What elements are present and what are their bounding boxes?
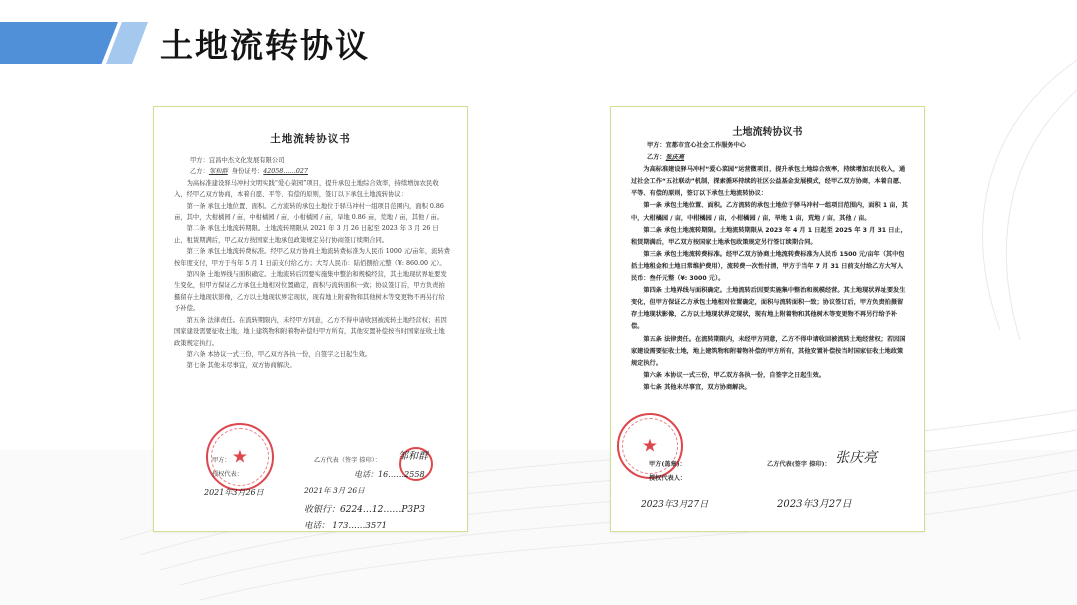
left-party-b-line xyxy=(174,166,451,177)
left-paragraph: 第七条 其他未尽事宜，双方协商解决。 xyxy=(186,362,296,370)
right-date-a: 2023年3月27日 xyxy=(641,500,709,510)
right-party-b-label: 乙方： xyxy=(647,154,666,162)
left-doc-title: 土地流转协议书 xyxy=(270,133,351,145)
left-id-label: 身份证号： xyxy=(231,168,264,176)
left-doc-body xyxy=(174,155,451,372)
left-id-value: 42058……027 xyxy=(263,168,308,176)
left-party-a: 甲方：宜昌中杰文化发展有限公司 xyxy=(190,157,285,164)
right-sig-a2: 授权代表人： xyxy=(649,475,687,482)
left-sig-b-signature: 邹和群 xyxy=(398,451,428,462)
left-sig-b: 乙方代表（签字 捺印）： xyxy=(314,457,381,464)
right-paragraph: 为高标准建设驿马冲村“爱心菜园”运营微项目，提升承包土地综合效率，持续增加农民收入，通过社会工作“五社联动”机制，探索循环持续的社区公益基金发展模式，经甲乙双方协商，本着自愿、平等、有偿的原则，签订以下承包土地流转协议： xyxy=(631,166,906,198)
right-paragraph: 第七条 其他未尽事宜，双方协商解决。 xyxy=(643,383,751,391)
right-sig-b-signature: 张庆亮 xyxy=(835,450,877,466)
left-party-b-label: 乙方： xyxy=(190,168,209,176)
agreement-right xyxy=(610,106,925,532)
left-paragraph: 第六条 本协议一式三份，甲乙双方各执一份，自签字之日起生效。 xyxy=(186,350,372,358)
left-note-bank: 收银行：6224…12……P3P3 xyxy=(304,505,425,515)
right-paragraph: 第一条 承包土地位置、面积。乙方流转的承包土地位于驿马冲村一组项目范围内，面积 1 亩，其中，大柑橘园 / 亩，中柑橘园 / 亩，小柑橘园 / 亩，旱地 1 亩，荒地 / 亩，其他 / 亩。 xyxy=(631,202,908,222)
right-doc-title: 土地流转协议书 xyxy=(732,127,803,138)
right-paragraph: 第三条 承包土地流转费标准。经甲乙双方协商土地流转费标准为人民币 1500 元/亩年（其中包括土地租金和土地日常维护费用），流转费一次性付清，甲方于当年 7 月 31 日前支付给乙方大写人民币：叁仟元整（¥: 3000 元）。 xyxy=(631,250,905,283)
right-sig-a: 甲方(盖章)： xyxy=(649,461,686,468)
title-accent-bar xyxy=(0,22,118,64)
star-icon: ★ xyxy=(231,446,249,468)
right-paragraph: 第四条 土地界线与面积确定。土地流转后因要实施集中整治和规模经营。其土地现状界址要发生变化，但甲方保证乙方承包土地相对位置确定，面积与流转面积一致；协议签订后，甲方负责拍摄留存土地现状影像，乙方以土地现状界定现状，现有地上附着物和其他树木等变更物不再另行给予补偿。 xyxy=(631,287,906,331)
agreement-left xyxy=(153,106,468,532)
left-note-phone: 电话： 173……3571 xyxy=(304,521,388,531)
left-paragraph: 第二条 承包土地流转期限。土地流转期限从 2021 年 3 月 26 日起至 2023 年 3 月 26 日止，租赁期满后，甲乙双方按国家土地承包政策规定另行协商签订续期合同。 xyxy=(174,225,439,244)
left-date-b: 2021年 3月 26日 xyxy=(304,486,365,495)
right-doc-body xyxy=(631,140,908,394)
right-date-b: 2023年3月27日 xyxy=(777,499,852,510)
left-paragraph: 第一条 承包土地位置、面积。乙方流转的承包土地位于驿马冲村一组项目范围内，面积 0.86 亩，其中，大柑橘园 / 亩，中柑橘园 / 亩，小柑橘园 / 亩，旱地 0.86 亩，荒地 / 亩，其他 / 亩。 xyxy=(174,202,444,222)
right-party-b-line xyxy=(631,152,908,164)
right-paragraph: 第二条 承包土地流转期限。土地流转期限从 2023 年 4 月 1 日起至 2025 年 3 月 31 日止，租赁期满后，甲乙双方按国家土地承包政策规定另行签订续期合同。 xyxy=(631,226,907,246)
left-date-a: 2021年3月26日 xyxy=(204,488,264,497)
right-party-b-name: 张庆亮 xyxy=(665,154,685,162)
slide-title: 土地流转协议 xyxy=(160,26,370,65)
right-party-a: 甲方：宜都市宜心社会工作服务中心 xyxy=(647,142,746,149)
left-paragraph: 第五条 法律责任。在流转期限内，未经甲方同意，乙方不得申请收回被流转土地经营权；若因国家建设需要征收土地，地上建筑物和附着物补偿归甲方所有，其他安置补偿按当时国家征收土地政策规定执行。 xyxy=(174,316,447,347)
right-org-stamp xyxy=(617,413,683,479)
left-paragraph: 第三条 承包土地流转费标准。经甲乙双方协商土地流转费标准为人民币 1000 元/亩年，流转费按年度支付，甲方于当年 5 月 1 日前支付给乙方；大写人民币：陆佰捌拾元整（¥: 860.00 元）。 xyxy=(174,248,451,267)
left-sig-a: 甲方： xyxy=(212,457,231,464)
left-paragraph: 为高标准建设驿马冲村文明实践“爱心菜园”项目，提升承包土地综合效率，持续增加农民收入，经甲乙双方协商，本着自愿、平等、有偿的原则，签订以下承包土地流转协议： xyxy=(174,179,439,199)
left-party-b-name: 邹和群 xyxy=(208,168,228,176)
right-paragraph: 第五条 法律责任。在流转期限内，未经甲方同意，乙方不得申请收回被流转土地经营权；若因国家建设需要征收土地，地上建筑物和附着物补偿的甲方所有，其他安置补偿按当时国家征收土地政策规定执行。 xyxy=(631,335,906,367)
star-icon: ★ xyxy=(641,435,659,457)
left-sig-a2: 授权代表： xyxy=(212,471,243,478)
left-paragraph: 第四条 土地界线与面积确定。土地流转后因要实施集中整治和规模经营，其土地现状界址要发生变化，但甲方保证乙方承包土地相对位置确定，面积与流转面积一致；协议签订后，甲方负责拍摄留存土地现状影像，乙方以土地现状界定现状，现有地上附着物和其他树木等变更物不再另行给予补偿。 xyxy=(174,271,447,313)
right-sig-b: 乙方代表(签字 捺印)： xyxy=(767,461,831,468)
right-paragraph: 第六条 本协议一式三份，甲乙双方各执一份，自签字之日起生效。 xyxy=(643,371,825,379)
left-phone-handwritten: 电话：16……2558 xyxy=(354,470,425,479)
